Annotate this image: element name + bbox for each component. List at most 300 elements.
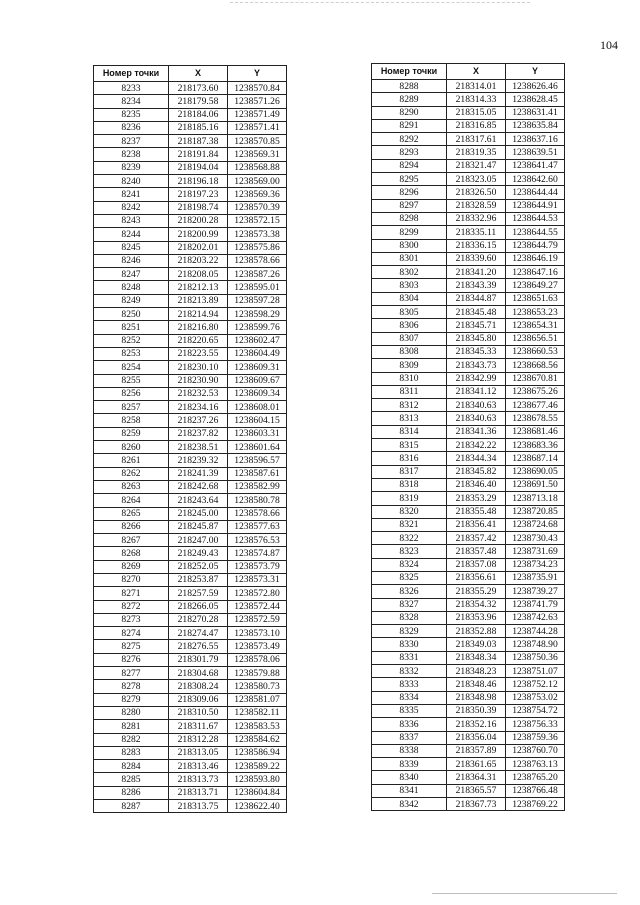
cell-point-number: 8315 [372,439,447,452]
cell-x: 218355.29 [447,585,506,598]
cell-y: 1238644.53 [506,212,565,225]
cell-y: 1238601.64 [228,441,287,454]
table-row [372,133,565,146]
cell-y: 1238569.31 [228,148,287,161]
cell-x: 218196.18 [169,175,228,188]
cell-y: 1238578.66 [228,254,287,267]
table-row [372,718,565,731]
cell-x: 218340.63 [447,399,506,412]
cell-x: 218339.60 [447,252,506,265]
cell-y: 1238577.63 [228,520,287,533]
cell-y: 1238578.06 [228,653,287,666]
cell-point-number: 8271 [94,587,169,600]
cell-x: 218313.46 [169,760,228,773]
cell-y: 1238604.15 [228,414,287,427]
cell-y: 1238683.36 [506,439,565,452]
table-row [372,226,565,239]
cell-x: 218350.39 [447,704,506,717]
cell-y: 1238681.46 [506,425,565,438]
table-row [94,613,287,626]
table-row [372,425,565,438]
cell-y: 1238573.31 [228,573,287,586]
cell-y: 1238599.76 [228,321,287,334]
cell-point-number: 8274 [94,627,169,640]
table-row [94,494,287,507]
cell-y: 1238576.53 [228,534,287,547]
cell-x: 218340.63 [447,412,506,425]
table-row [94,520,287,533]
cell-x: 218321.47 [447,159,506,172]
table-row [94,507,287,520]
cell-y: 1238744.28 [506,625,565,638]
table-row [372,465,565,478]
cell-y: 1238569.00 [228,175,287,188]
cell-y: 1238720.85 [506,505,565,518]
cell-x: 218349.03 [447,638,506,651]
table-row [94,427,287,440]
cell-x: 218353.29 [447,492,506,505]
cell-x: 218266.05 [169,600,228,613]
cell-point-number: 8237 [94,135,169,148]
table-row [372,279,565,292]
table-row [94,441,287,454]
top-scan-line [230,2,530,3]
table-row [94,653,287,666]
cell-point-number: 8245 [94,241,169,254]
cell-x: 218313.05 [169,746,228,759]
cell-point-number: 8244 [94,228,169,241]
cell-y: 1238647.16 [506,266,565,279]
cell-x: 218214.94 [169,308,228,321]
cell-x: 218216.80 [169,321,228,334]
cell-x: 218364.31 [447,771,506,784]
cell-x: 218314.33 [447,93,506,106]
cell-point-number: 8297 [372,199,447,212]
cell-y: 1238628.45 [506,93,565,106]
table-row [372,119,565,132]
table-row [94,108,287,121]
table-row [94,786,287,799]
cell-point-number: 8295 [372,173,447,186]
table-row [372,798,565,811]
cell-y: 1238581.07 [228,693,287,706]
cell-x: 218234.16 [169,401,228,414]
cell-point-number: 8309 [372,359,447,372]
table-row [94,401,287,414]
cell-x: 218238.51 [169,441,228,454]
header-x: X [169,66,228,82]
table-row [94,308,287,321]
table-row [372,558,565,571]
cell-x: 218245.00 [169,507,228,520]
cell-y: 1238724.68 [506,518,565,531]
cell-point-number: 8240 [94,175,169,188]
cell-point-number: 8341 [372,784,447,797]
cell-x: 218345.48 [447,306,506,319]
cell-x: 218342.22 [447,439,506,452]
cell-y: 1238597.28 [228,294,287,307]
cell-y: 1238635.84 [506,119,565,132]
cell-point-number: 8334 [372,691,447,704]
cell-point-number: 8322 [372,532,447,545]
cell-x: 218230.10 [169,361,228,374]
cell-x: 218345.80 [447,332,506,345]
cell-y: 1238570.39 [228,201,287,214]
table-row [94,241,287,254]
table-row [94,667,287,680]
cell-x: 218220.65 [169,334,228,347]
cell-x: 218336.15 [447,239,506,252]
cell-y: 1238654.31 [506,319,565,332]
cell-x: 218249.43 [169,547,228,560]
table-row [94,467,287,480]
table-row [94,414,287,427]
table-row [372,199,565,212]
cell-y: 1238580.78 [228,494,287,507]
cell-point-number: 8293 [372,146,447,159]
coordinates-table-left [93,65,287,813]
table-row [94,347,287,360]
cell-x: 218309.06 [169,693,228,706]
coordinates-table-right [371,63,565,811]
cell-point-number: 8298 [372,212,447,225]
cell-point-number: 8317 [372,465,447,478]
cell-x: 218345.82 [447,465,506,478]
table-row [94,188,287,201]
cell-point-number: 8252 [94,334,169,347]
cell-point-number: 8320 [372,505,447,518]
cell-point-number: 8263 [94,480,169,493]
cell-x: 218208.05 [169,268,228,281]
cell-point-number: 8288 [372,80,447,93]
table-row [94,201,287,214]
table-row [372,704,565,717]
cell-y: 1238575.86 [228,241,287,254]
table-row [372,93,565,106]
cell-point-number: 8342 [372,798,447,811]
cell-y: 1238670.81 [506,372,565,385]
cell-point-number: 8242 [94,201,169,214]
cell-y: 1238571.26 [228,95,287,108]
cell-y: 1238739.27 [506,585,565,598]
cell-x: 218197.23 [169,188,228,201]
cell-x: 218312.28 [169,733,228,746]
cell-y: 1238574.87 [228,547,287,560]
cell-y: 1238741.79 [506,598,565,611]
cell-y: 1238573.10 [228,627,287,640]
cell-x: 218194.04 [169,161,228,174]
cell-point-number: 8254 [94,361,169,374]
table-row [94,214,287,227]
cell-x: 218213.89 [169,294,228,307]
header-point-number: Номер точки [372,64,447,80]
cell-y: 1238582.11 [228,706,287,719]
cell-x: 218343.39 [447,279,506,292]
cell-y: 1238713.18 [506,492,565,505]
table-row [94,175,287,188]
cell-y: 1238631.41 [506,106,565,119]
cell-y: 1238750.36 [506,651,565,664]
cell-point-number: 8321 [372,518,447,531]
cell-y: 1238734.23 [506,558,565,571]
table-row [94,600,287,613]
cell-y: 1238626.46 [506,80,565,93]
cell-point-number: 8269 [94,560,169,573]
table-row [372,252,565,265]
table-row [94,627,287,640]
table-row [372,80,565,93]
cell-y: 1238579.88 [228,667,287,680]
cell-point-number: 8312 [372,399,447,412]
cell-point-number: 8304 [372,292,447,305]
cell-y: 1238584.62 [228,733,287,746]
cell-point-number: 8339 [372,758,447,771]
cell-x: 218241.39 [169,467,228,480]
table-row [372,345,565,358]
cell-x: 218357.48 [447,545,506,558]
table-row [94,693,287,706]
cell-point-number: 8319 [372,492,447,505]
cell-point-number: 8257 [94,401,169,414]
cell-x: 218341.20 [447,266,506,279]
cell-point-number: 8283 [94,746,169,759]
cell-x: 218354.32 [447,598,506,611]
table-row [94,321,287,334]
cell-point-number: 8335 [372,704,447,717]
cell-x: 218237.82 [169,427,228,440]
table-row [372,625,565,638]
cell-point-number: 8294 [372,159,447,172]
cell-y: 1238756.33 [506,718,565,731]
cell-y: 1238642.60 [506,173,565,186]
cell-y: 1238687.14 [506,452,565,465]
cell-x: 218198.74 [169,201,228,214]
cell-point-number: 8270 [94,573,169,586]
table-row [372,638,565,651]
table-row [372,731,565,744]
cell-point-number: 8279 [94,693,169,706]
cell-x: 218242.68 [169,480,228,493]
cell-point-number: 8238 [94,148,169,161]
table-row [94,733,287,746]
cell-y: 1238570.84 [228,82,287,95]
cell-point-number: 8286 [94,786,169,799]
cell-point-number: 8250 [94,308,169,321]
cell-point-number: 8290 [372,106,447,119]
cell-point-number: 8311 [372,385,447,398]
table-row [372,771,565,784]
cell-x: 218274.47 [169,627,228,640]
table-row [372,478,565,491]
cell-y: 1238586.94 [228,746,287,759]
cell-point-number: 8307 [372,332,447,345]
cell-x: 218308.24 [169,680,228,693]
table-row [372,159,565,172]
table-row [372,452,565,465]
cell-point-number: 8249 [94,294,169,307]
cell-point-number: 8278 [94,680,169,693]
cell-point-number: 8243 [94,214,169,227]
table-row [94,374,287,387]
cell-point-number: 8280 [94,706,169,719]
cell-x: 218257.59 [169,587,228,600]
cell-x: 218319.35 [447,146,506,159]
table-header-row [94,66,287,82]
cell-y: 1238602.47 [228,334,287,347]
cell-y: 1238751.07 [506,665,565,678]
cell-point-number: 8267 [94,534,169,547]
cell-point-number: 8292 [372,133,447,146]
cell-y: 1238608.01 [228,401,287,414]
cell-x: 218301.79 [169,653,228,666]
cell-point-number: 8266 [94,520,169,533]
cell-point-number: 8236 [94,121,169,134]
cell-x: 218202.01 [169,241,228,254]
cell-point-number: 8331 [372,651,447,664]
cell-y: 1238598.29 [228,308,287,321]
cell-y: 1238690.05 [506,465,565,478]
cell-y: 1238644.79 [506,239,565,252]
cell-point-number: 8264 [94,494,169,507]
cell-x: 218310.50 [169,706,228,719]
cell-y: 1238604.49 [228,347,287,360]
cell-point-number: 8246 [94,254,169,267]
cell-x: 218344.87 [447,292,506,305]
cell-x: 218365.57 [447,784,506,797]
cell-point-number: 8233 [94,82,169,95]
cell-y: 1238644.44 [506,186,565,199]
cell-point-number: 8316 [372,452,447,465]
cell-point-number: 8332 [372,665,447,678]
cell-x: 218203.22 [169,254,228,267]
cell-point-number: 8337 [372,731,447,744]
cell-point-number: 8333 [372,678,447,691]
table-row [94,148,287,161]
table-row [94,680,287,693]
cell-y: 1238603.31 [228,427,287,440]
cell-y: 1238656.51 [506,332,565,345]
cell-y: 1238678.55 [506,412,565,425]
table-row [94,773,287,786]
cell-x: 218348.34 [447,651,506,664]
table-row [372,758,565,771]
cell-x: 218348.23 [447,665,506,678]
cell-x: 218223.55 [169,347,228,360]
table-row [94,82,287,95]
cell-point-number: 8330 [372,638,447,651]
cell-y: 1238572.80 [228,587,287,600]
cell-x: 218304.68 [169,667,228,680]
cell-x: 218252.05 [169,560,228,573]
table-row [372,106,565,119]
table-row [372,439,565,452]
cell-point-number: 8328 [372,611,447,624]
table-row [372,173,565,186]
cell-y: 1238570.85 [228,135,287,148]
cell-point-number: 8306 [372,319,447,332]
table-row [94,760,287,773]
table-row [94,587,287,600]
cell-point-number: 8323 [372,545,447,558]
cell-point-number: 8303 [372,279,447,292]
cell-x: 218314.01 [447,80,506,93]
cell-x: 218184.06 [169,108,228,121]
cell-point-number: 8338 [372,744,447,757]
table-row [94,573,287,586]
cell-point-number: 8296 [372,186,447,199]
table-row [94,95,287,108]
cell-x: 218355.48 [447,505,506,518]
cell-point-number: 8284 [94,760,169,773]
cell-x: 218237.26 [169,414,228,427]
table-row [372,571,565,584]
table-header-row [372,64,565,80]
cell-y: 1238731.69 [506,545,565,558]
cell-y: 1238637.16 [506,133,565,146]
table-row [94,746,287,759]
cell-x: 218356.61 [447,571,506,584]
cell-point-number: 8302 [372,266,447,279]
table-row [372,651,565,664]
cell-x: 218232.53 [169,387,228,400]
cell-point-number: 8285 [94,773,169,786]
cell-point-number: 8239 [94,161,169,174]
cell-x: 218179.58 [169,95,228,108]
cell-x: 218187.38 [169,135,228,148]
cell-point-number: 8301 [372,252,447,265]
cell-x: 218345.71 [447,319,506,332]
cell-y: 1238571.41 [228,121,287,134]
cell-x: 218341.12 [447,385,506,398]
page-number: 104 [600,38,618,52]
cell-y: 1238580.73 [228,680,287,693]
table-row [372,585,565,598]
cell-y: 1238752.12 [506,678,565,691]
cell-y: 1238651.63 [506,292,565,305]
cell-point-number: 8235 [94,108,169,121]
cell-x: 218323.05 [447,173,506,186]
cell-x: 218353.96 [447,611,506,624]
cell-point-number: 8324 [372,558,447,571]
cell-y: 1238691.50 [506,478,565,491]
table-row [94,454,287,467]
cell-y: 1238644.55 [506,226,565,239]
cell-point-number: 8268 [94,547,169,560]
table-row [372,678,565,691]
table-row [372,505,565,518]
cell-x: 218335.11 [447,226,506,239]
cell-point-number: 8310 [372,372,447,385]
cell-point-number: 8336 [372,718,447,731]
cell-x: 218245.87 [169,520,228,533]
cell-x: 218332.96 [447,212,506,225]
table-row [372,292,565,305]
cell-point-number: 8251 [94,321,169,334]
table-row [94,161,287,174]
cell-y: 1238649.27 [506,279,565,292]
table-row [372,532,565,545]
cell-x: 218200.99 [169,228,228,241]
cell-y: 1238587.61 [228,467,287,480]
cell-point-number: 8275 [94,640,169,653]
cell-y: 1238587.26 [228,268,287,281]
cell-point-number: 8259 [94,427,169,440]
cell-y: 1238569.36 [228,188,287,201]
cell-point-number: 8256 [94,387,169,400]
cell-point-number: 8308 [372,345,447,358]
cell-y: 1238609.67 [228,374,287,387]
cell-x: 218352.88 [447,625,506,638]
